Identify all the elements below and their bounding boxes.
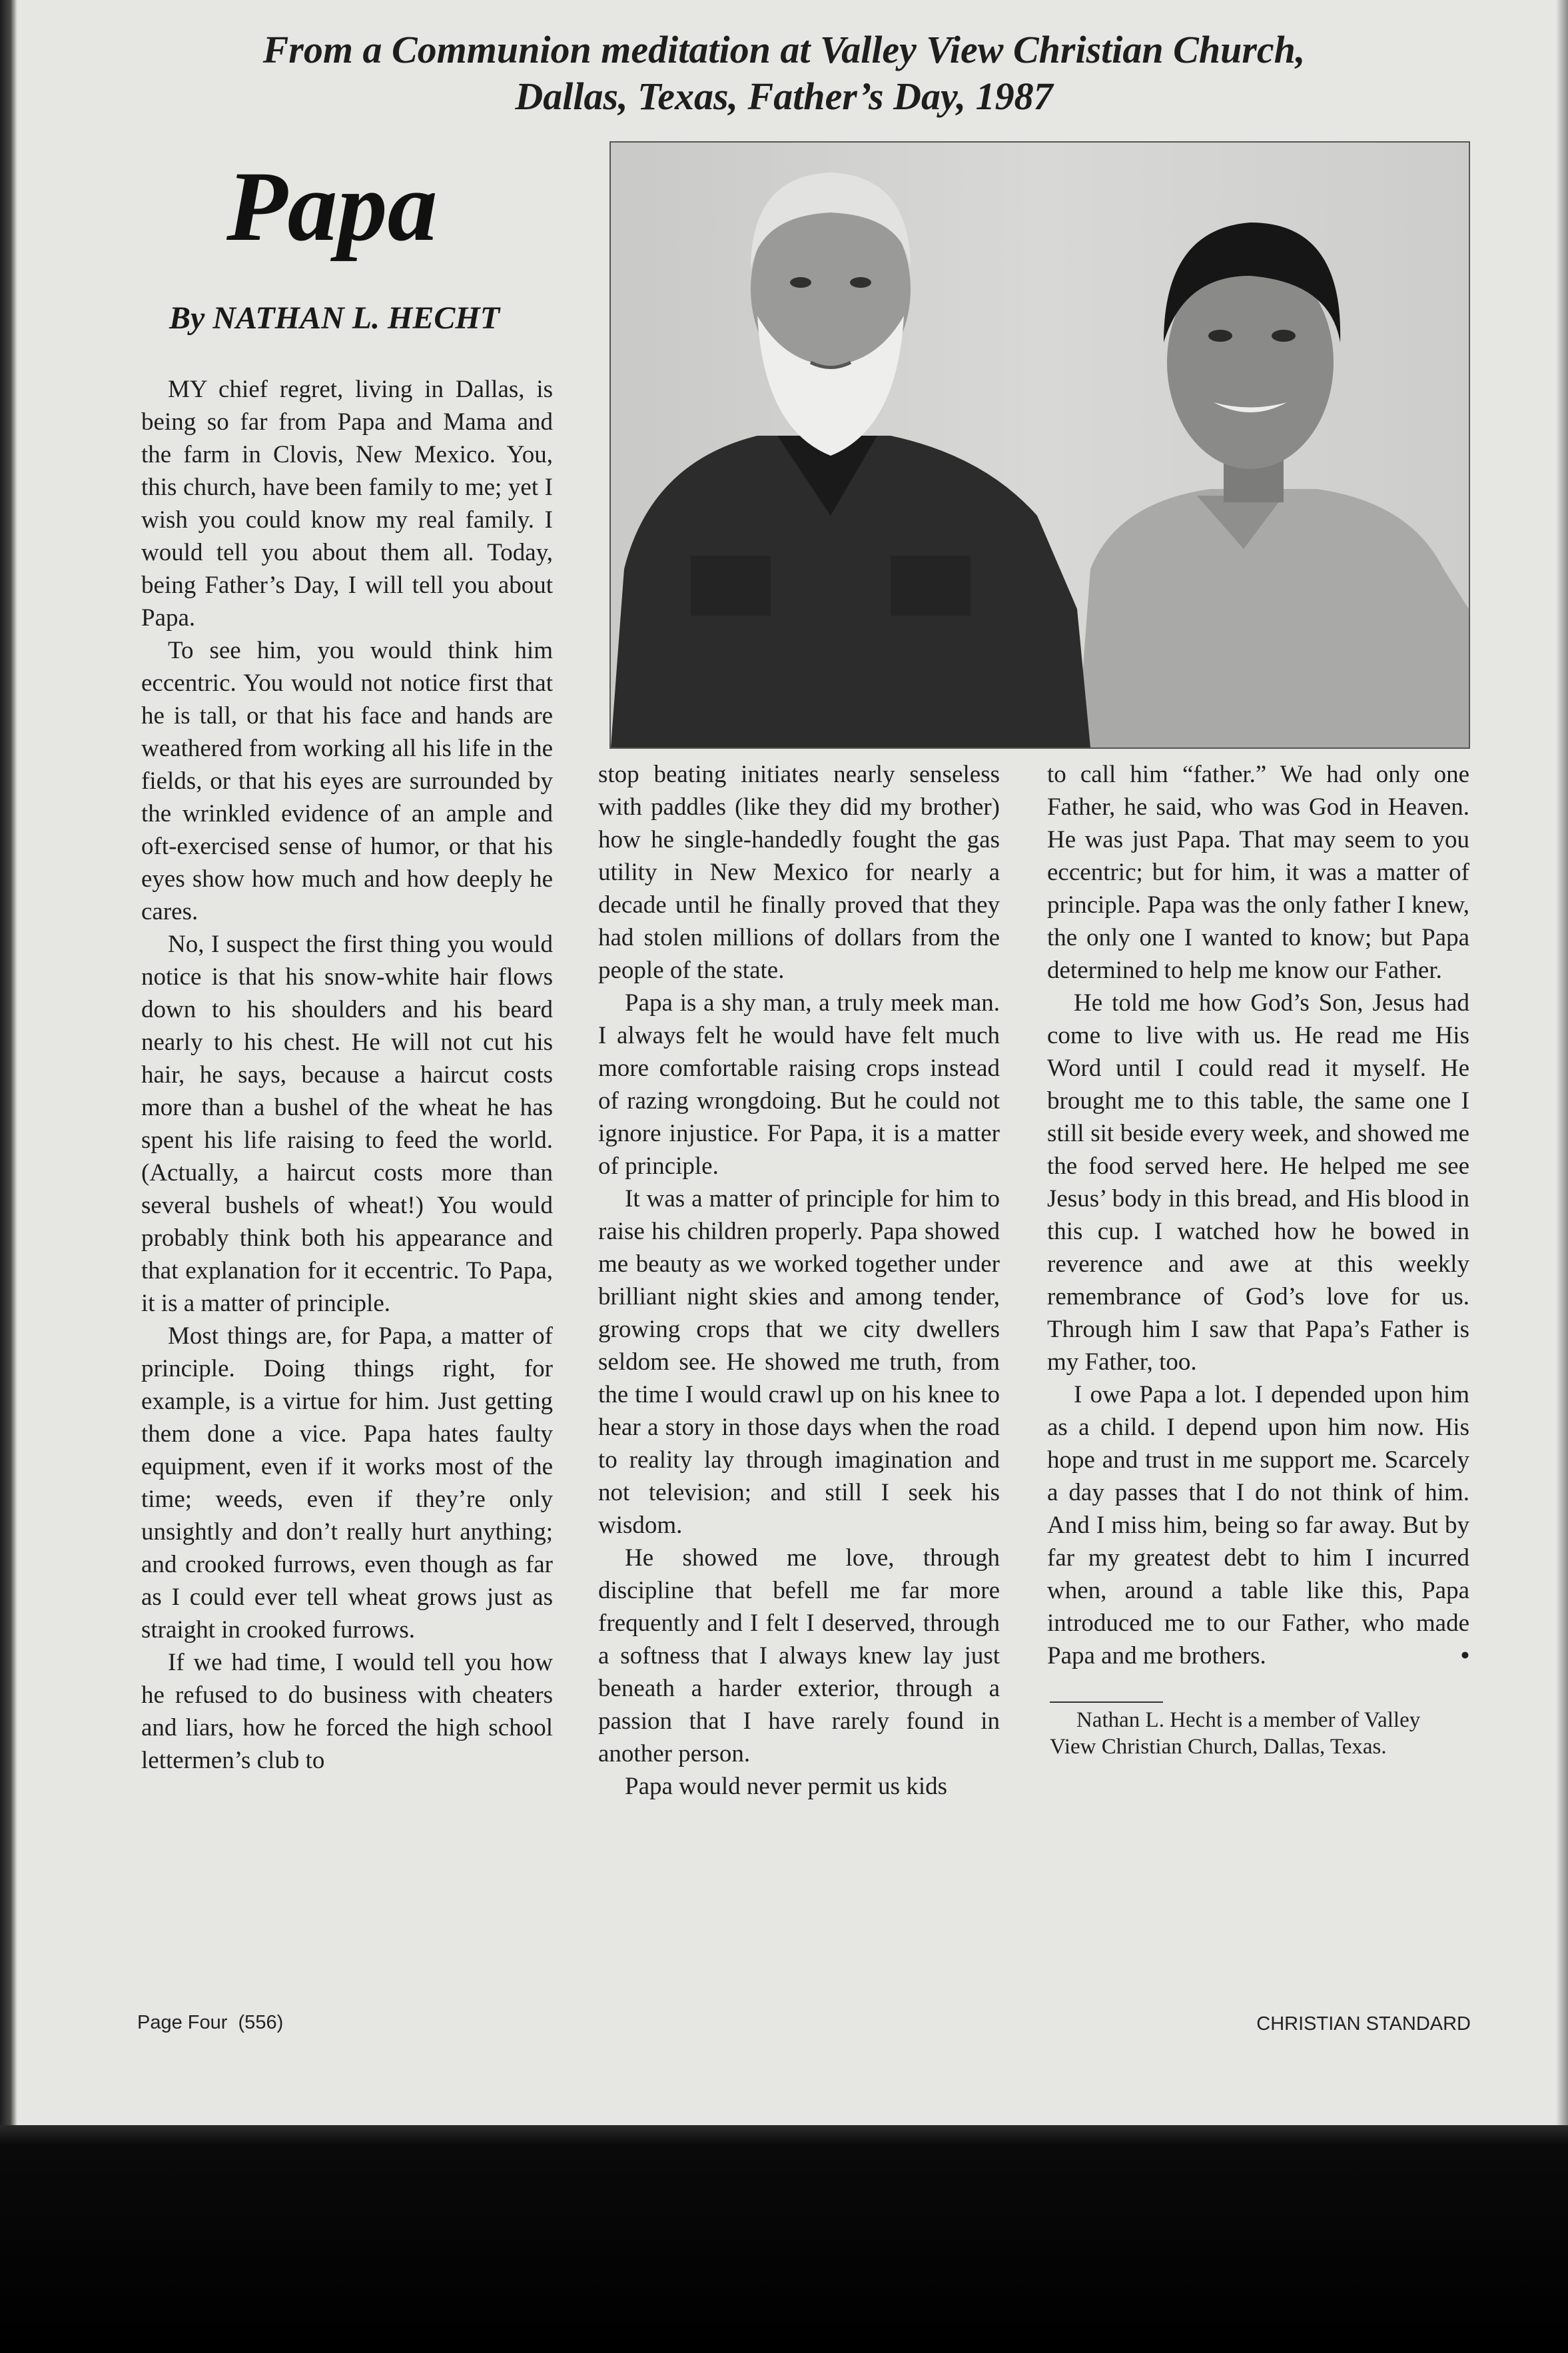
page-right-edge xyxy=(1556,0,1568,2125)
paragraph: No, I suspect the first thing you would notice is that his snow-white hair flows down to his shoulders and his beard nearly to his chest. He will not cut his hair, he says, because a haircut costs more than a bushel of the wheat he has spent his life raising to feed the world. (Actually, a haircut costs more than several bushels of wheat!) You would probably think both his appearance and that explanation for it eccentric. To Papa, it is a matter of principle. xyxy=(141,931,553,1317)
header-line-1: From a Communion meditation at Valley View Christian Church, xyxy=(262,28,1306,71)
portrait-photo-illustration xyxy=(611,143,1469,747)
portrait-photo xyxy=(609,141,1470,749)
paragraph: Most things are, for Papa, a matter of principle. Doing things right, for example, is a virtue for him. Just getting them done a vice. Papa hates faulty equipment, even if it works most of the time; weeds, even if they’re only unsightly and don’t really hurt anything; and crooked furrows, even though as far as I could ever tell wheat grows just as straight in crooked furrows. xyxy=(141,1322,553,1644)
publication-name-folio: CHRISTIAN STANDARD xyxy=(1256,2013,1471,2035)
article-column-3 xyxy=(1047,758,1469,1760)
paragraph: He told me how God’s Son, Jesus had come to live with us. He read me His Word until I could read it myself. He brought me to this table, the same one I still sit beside every week, and showed me the food served here. He helped me see Jesus’ body in this bread, and His blood in this cup. I watched how he bowed in reverence and awe at this weekly remembrance of God’s love for us. Through him I saw that Papa’s Father is my Father, too. xyxy=(1047,989,1469,1376)
paragraph: It was a matter of principle for him to raise his children properly. Papa showed me beauty as we worked together under brilliant night skies and among tender, growing crops that we city dwellers seldom see. He showed me truth, from the time I would crawl up on his knee to hear a story in those days when the road to reality lay through imagination and not television; and still I seek his wisdom. xyxy=(598,1185,1000,1539)
article-title: Papa xyxy=(226,151,438,262)
scan-bottom-margin xyxy=(0,2125,1568,2353)
paragraph: He showed me love, through discipline that befell me far more frequently and I felt I deserved, through a softness that I always knew lay just beneath a harder exterior, through a passion that I have rarely found in another person. xyxy=(598,1544,1000,1767)
paragraph: Papa would never permit us kids xyxy=(625,1773,947,1800)
paragraph: stop beating initiates nearly senseless with paddles (like they did my brother) how he single-handedly fought the gas utility in New Mexico for nearly a decade until he finally proved that they had stolen millions of dollars from the people of the state. xyxy=(598,761,1000,984)
article-byline: By NATHAN L. HECHT xyxy=(169,300,500,336)
paragraph: to call him “father.” We had only one Father, he said, who was God in Heaven. He was just Papa. That may seem to you eccentric; but for him, it was a matter of principle. Papa was the only father I knew, the only one I wanted to know; but Papa determined to help me know our Father. xyxy=(1047,761,1469,984)
paragraph-text: I owe Papa a lot. I depended upon him as a child. I depend upon him now. His hope and trust in me support me. Scarcely a day passes that I do not think of him. And I miss him, being so far away. But by far my greatest debt to him I incurred when, around a table like this, Papa introduced me to our Father, who made Papa and me brothers. xyxy=(1047,1381,1469,1669)
paragraph xyxy=(1047,1378,1469,1672)
paragraph: If we had time, I would tell you how he refused to do business with cheaters and liars, how he forced the high school lettermen’s club to xyxy=(141,1649,553,1774)
author-bio: Nathan L. Hecht is a member of Valley View Christian Church, Dallas, Texas. xyxy=(1050,1708,1421,1759)
paragraph: Papa is a shy man, a truly meek man. I always felt he would have felt much more comfortable raising crops instead of razing wrongdoing. But he could not ignore injustice. For Papa, it is a matter of principle. xyxy=(598,989,1000,1180)
page-number-folio: Page Four (556) xyxy=(137,2012,284,2033)
bio-rule xyxy=(1050,1701,1163,1703)
binding-edge xyxy=(0,0,17,2125)
article-header xyxy=(0,27,1568,120)
end-mark: • xyxy=(1461,1642,1469,1669)
paragraph: MY chief regret, living in Dallas, is being so far from Papa and Mama and the farm in Clovis, New Mexico. You, this church, have been family to me; yet I wish you could know my real family. I would tell you about them all. Today, being Father’s Day, I will tell you about Papa. xyxy=(141,376,553,632)
paragraph: To see him, you would think him eccentric. You would not notice first that he is tall, or that his face and hands are weathered from working all his life in the fields, or that his eyes are surrounded by the wrinkled evidence of an ample and oft-exercised sense of humor, or that his eyes show how much and how deeply he cares. xyxy=(141,637,553,925)
article-column-1 xyxy=(141,373,553,1777)
article-column-2 xyxy=(598,758,1000,1803)
header-line-2: Dallas, Texas, Father’s Day, 1987 xyxy=(515,75,1053,118)
